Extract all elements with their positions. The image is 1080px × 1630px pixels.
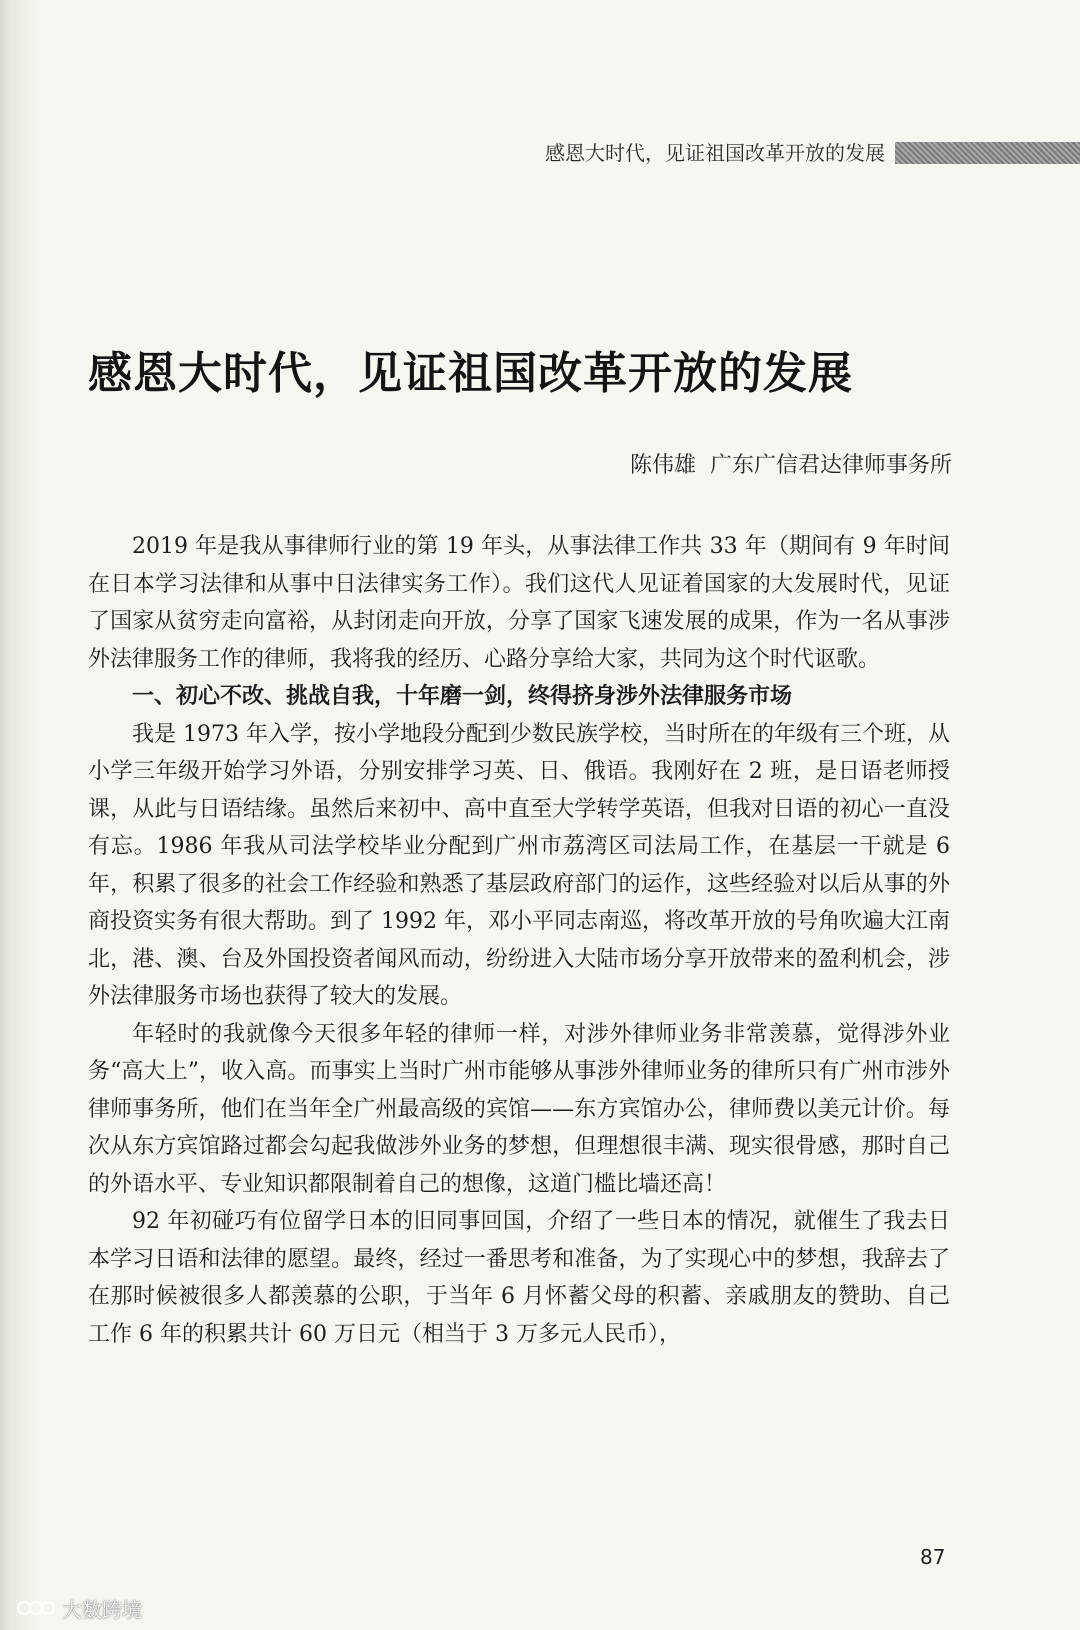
- article-title: 感恩大时代，见证祖国改革开放的发展: [88, 348, 853, 400]
- running-head: [0, 138, 1080, 168]
- paragraph-intro: 2019 年是我从事律师行业的第 19 年头，从事法律工作共 33 年（期间有 9 年时间在日本学习法律和从事中日法律实务工作）。我们这代人见证着国家的大发展时代，见证了国家从贫穷走向富裕，从封闭走向开放，分享了国家飞速发展的成果，作为一名从事涉外法律服务工作的律师，我将我的经历、心路分享给大家，共同为这个时代讴歌。: [88, 534, 950, 672]
- author-name: 陈伟雄: [629, 453, 696, 478]
- watermark-logo-icon: [16, 1597, 56, 1619]
- paragraph: 我是 1973 年入学，按小学地段分配到少数民族学校，当时所在的年级有三个班，从小学三年级开始学习外语，分别安排学习英、日、俄语。我刚好在 2 班，是日语老师授课，从此与日语结缘。虽然后来初中、高中直至大学转学英语，但我对日语的初心一直没有忘。1986 年我从司法学校毕业分配到广州市荔湾区司法局工作，在基层一干就是 6 年，积累了很多的社会工作经验和熟悉了基层政府部门的运作，这些经验对以后从事的外商投资实务有很大帮助。到了 1992 年，邓小平同志南巡，将改革开放的号角吹遍大江南北，港、澳、台及外国投资者闻风而动，纷纷进入大陆市场分享开放带来的盈利机会，涉外法律服务市场也获得了较大的发展。: [88, 721, 950, 1009]
- paragraph: 年轻时的我就像今天很多年轻的律师一样，对涉外律师业务非常羡慕，觉得涉外业务“高大上”，收入高。而事实上当时广州市能够从事涉外律师业务的律所只有广州市涉外律师事务所，他们在当年全广州最高级的宾馆——东方宾馆办公，律师费以美元计价。每次从东方宾馆路过都会勾起我做涉外业务的梦想，但理想很丰满、现实很骨感，那时自己的外语水平、专业知识都限制着自己的想像，这道门槛比墙还高！: [88, 1021, 950, 1197]
- watermark-text: 大数跨境: [62, 1597, 142, 1622]
- running-head-text: 感恩大时代，见证祖国改革开放的发展: [545, 141, 885, 165]
- page-number: 87: [920, 1545, 946, 1569]
- running-head-bar: [895, 142, 1080, 164]
- byline: [630, 450, 952, 482]
- author-affiliation: 广东广信君达律师事务所: [709, 453, 952, 478]
- paragraph: 92 年初碰巧有位留学日本的旧同事回国，介绍了一些日本的情况，就催生了我去日本学习日语和法律的愿望。最终，经过一番思考和准备，为了实现心中的梦想，我辞去了在那时候被很多人都羡慕的公职，于当年 6 月怀蓄父母的积蓄、亲戚朋友的赞助、自己工作 6 年的积累共计 60 万日元（相当于 3 万多元人民币），: [88, 1209, 950, 1347]
- article-body: [88, 528, 950, 1353]
- watermark: [16, 1595, 142, 1621]
- section-heading: 一、初心不改、挑战自我，十年磨一剑，终得挤身涉外法律服务市场: [132, 684, 793, 709]
